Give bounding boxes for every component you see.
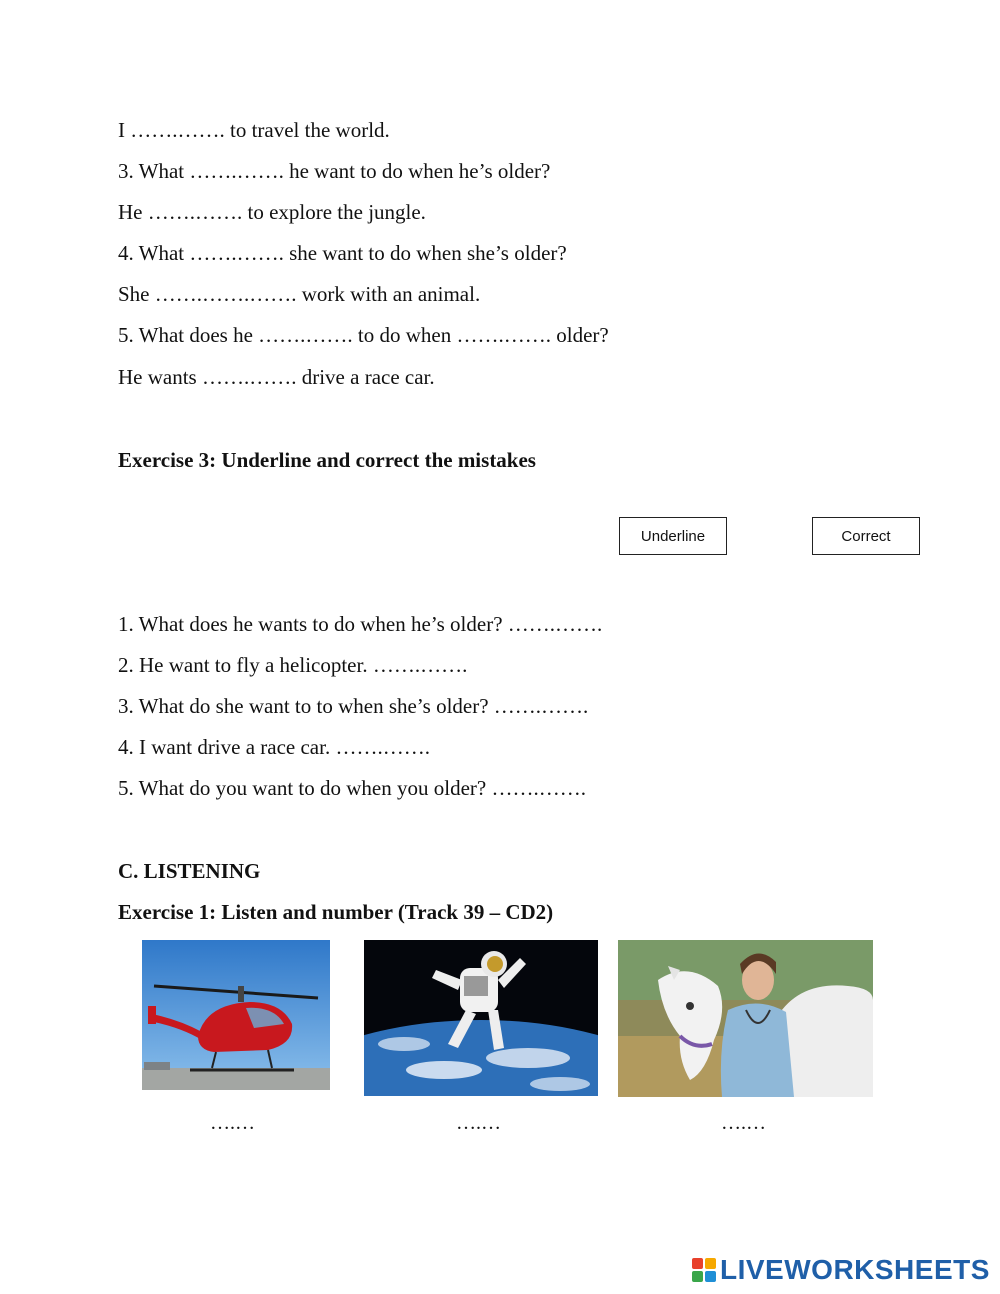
exercise-3-item: 5. What do you want to do when you older? …….…….: [118, 776, 586, 800]
sentence-line: I …….……. to travel the world.: [118, 118, 390, 142]
exercise-3-item: 2. He want to fly a helicopter. …….…….: [118, 653, 468, 677]
logo-square: [692, 1271, 703, 1282]
answer-blank-3[interactable]: ….…: [721, 1112, 766, 1134]
underline-label-box: Underline: [619, 517, 727, 555]
listening-exercise-title: Exercise 1: Listen and number (Track 39 – CD2): [118, 900, 554, 924]
astronaut-photo: [364, 940, 598, 1096]
liveworksheets-logo: [692, 1254, 990, 1286]
answer-blank-1[interactable]: ….…: [210, 1112, 255, 1134]
sentence-line: 4. What …….……. she want to do when she’s older?: [118, 241, 567, 265]
vet-horse-photo: [618, 940, 873, 1097]
exercise-3-item: 3. What do she want to to when she’s older? …….…….: [118, 694, 589, 718]
exercise-3-item: 1. What does he wants to do when he’s older? …….…….: [118, 612, 603, 636]
helicopter-photo: [142, 940, 330, 1090]
logo-square: [705, 1258, 716, 1269]
exercise-3-item: 4. I want drive a race car. …….…….: [118, 735, 430, 759]
sentence-line: He …….……. to explore the jungle.: [118, 200, 426, 224]
sentence-line: She …….…….……. work with an animal.: [118, 282, 481, 306]
answer-blank-2[interactable]: ….…: [456, 1112, 501, 1134]
logo-square: [692, 1258, 703, 1269]
listening-section-title: C. LISTENING: [118, 859, 261, 883]
liveworksheets-logo-text: LIVEWORKSHEETS: [720, 1254, 990, 1285]
logo-square: [705, 1271, 716, 1282]
correct-label-box: Correct: [812, 517, 920, 555]
sentence-line: 3. What …….……. he want to do when he’s older?: [118, 159, 551, 183]
sentence-line: He wants …….……. drive a race car.: [118, 365, 435, 389]
sentence-line: 5. What does he …….……. to do when …….……. older?: [118, 323, 609, 347]
liveworksheets-logo-icon: [692, 1258, 716, 1282]
exercise-3-title: Exercise 3: Underline and correct the mistakes: [118, 448, 536, 472]
